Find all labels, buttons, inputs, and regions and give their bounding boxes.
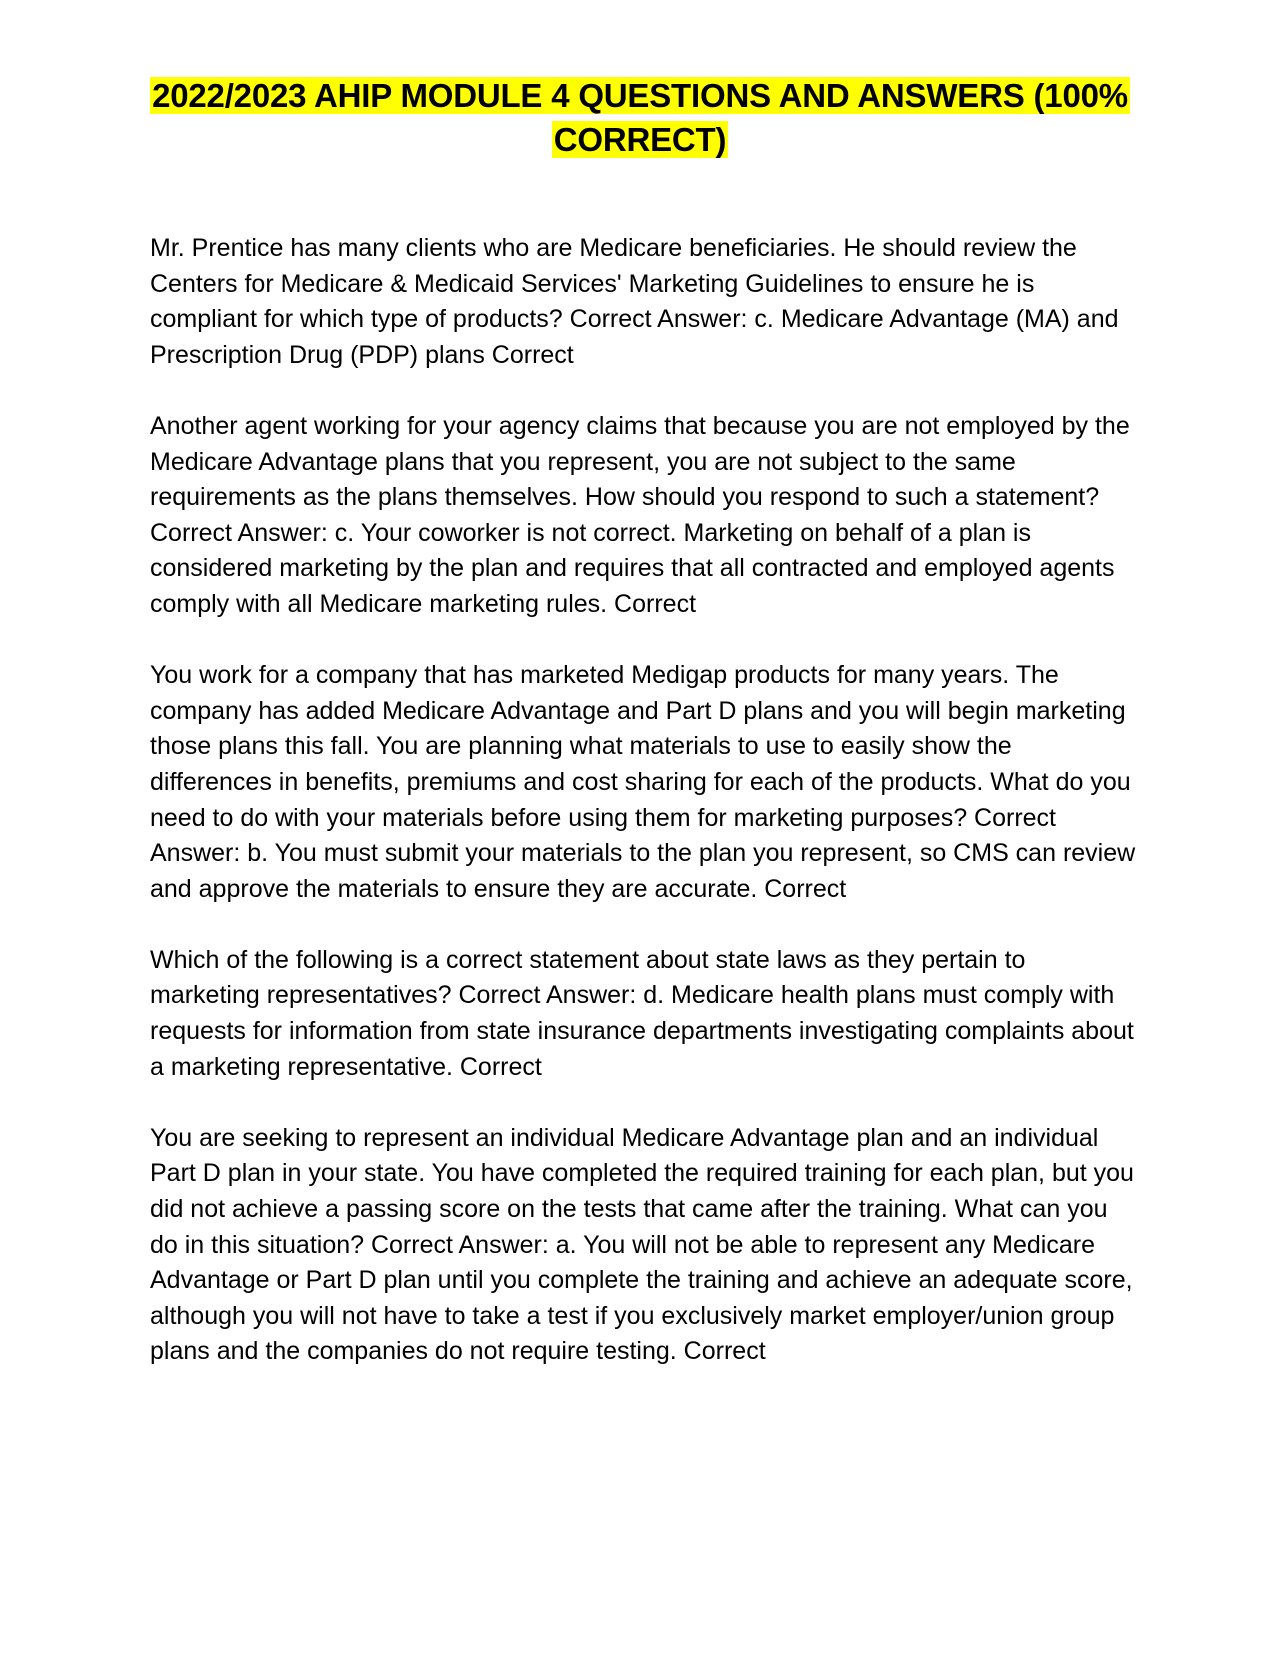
- qa-entry: Mr. Prentice has many clients who are Medicare beneficiaries. He should review the Centers for Medicare & Medicaid Services' Marketing Guidelines to ensure he is compliant for which type of products? Correct Answer: c. Medicare Advantage (MA) and Prescription Drug (PDP) plans Correct: [150, 234, 1119, 369]
- qa-entry: Another agent working for your agency claims that because you are not employed by the Medicare Advantage plans that you represent, you are not subject to the same requirements as the plans themselves. How should you respond to such a statement? Correct Answer: c. Your coworker is not correct. Marketing on behalf of a plan is considered marketing by the plan and requires that all contracted and employed agents comply with all Medicare marketing rules. Correct: [150, 411, 1130, 618]
- title-highlight: 2022/2023 AHIP MODULE 4 QUESTIONS AND ANSWERS (100% CORRECT): [152, 77, 1128, 158]
- qa-list: [150, 231, 1140, 1406]
- document-title: [140, 74, 1140, 162]
- qa-entry: You work for a company that has marketed Medigap products for many years. The company has added Medicare Advantage and Part D plans and you will begin marketing those plans this fall. You are planning what materials to use to easily show the differences in benefits, premiums and cost sharing for each of the products. What do you need to do with your materials before using them for marketing purposes? Correct Answer: b. You must submit your materials to the plan you represent, so CMS can review and approve the materials to ensure they are accurate. Correct: [150, 661, 1136, 903]
- qa-entry: Which of the following is a correct statement about state laws as they pertain to marketing representatives? Correct Answer: d. Medicare health plans must comply with requests for information from state insurance departments investigating complaints about a marketing representative. Correct: [150, 945, 1134, 1081]
- qa-entry: You are seeking to represent an individual Medicare Advantage plan and an individual Part D plan in your state. You have completed the required training for each plan, but you did not achieve a passing score on the tests that came after the training. What can you do in this situation? Correct Answer: a. You will not be able to represent any Medicare Advantage or Part D plan until you complete the training and achieve an adequate score, although you will not have to take a test if you exclusively market employer/union group plans and the companies do not require testing. Correct: [150, 1123, 1134, 1366]
